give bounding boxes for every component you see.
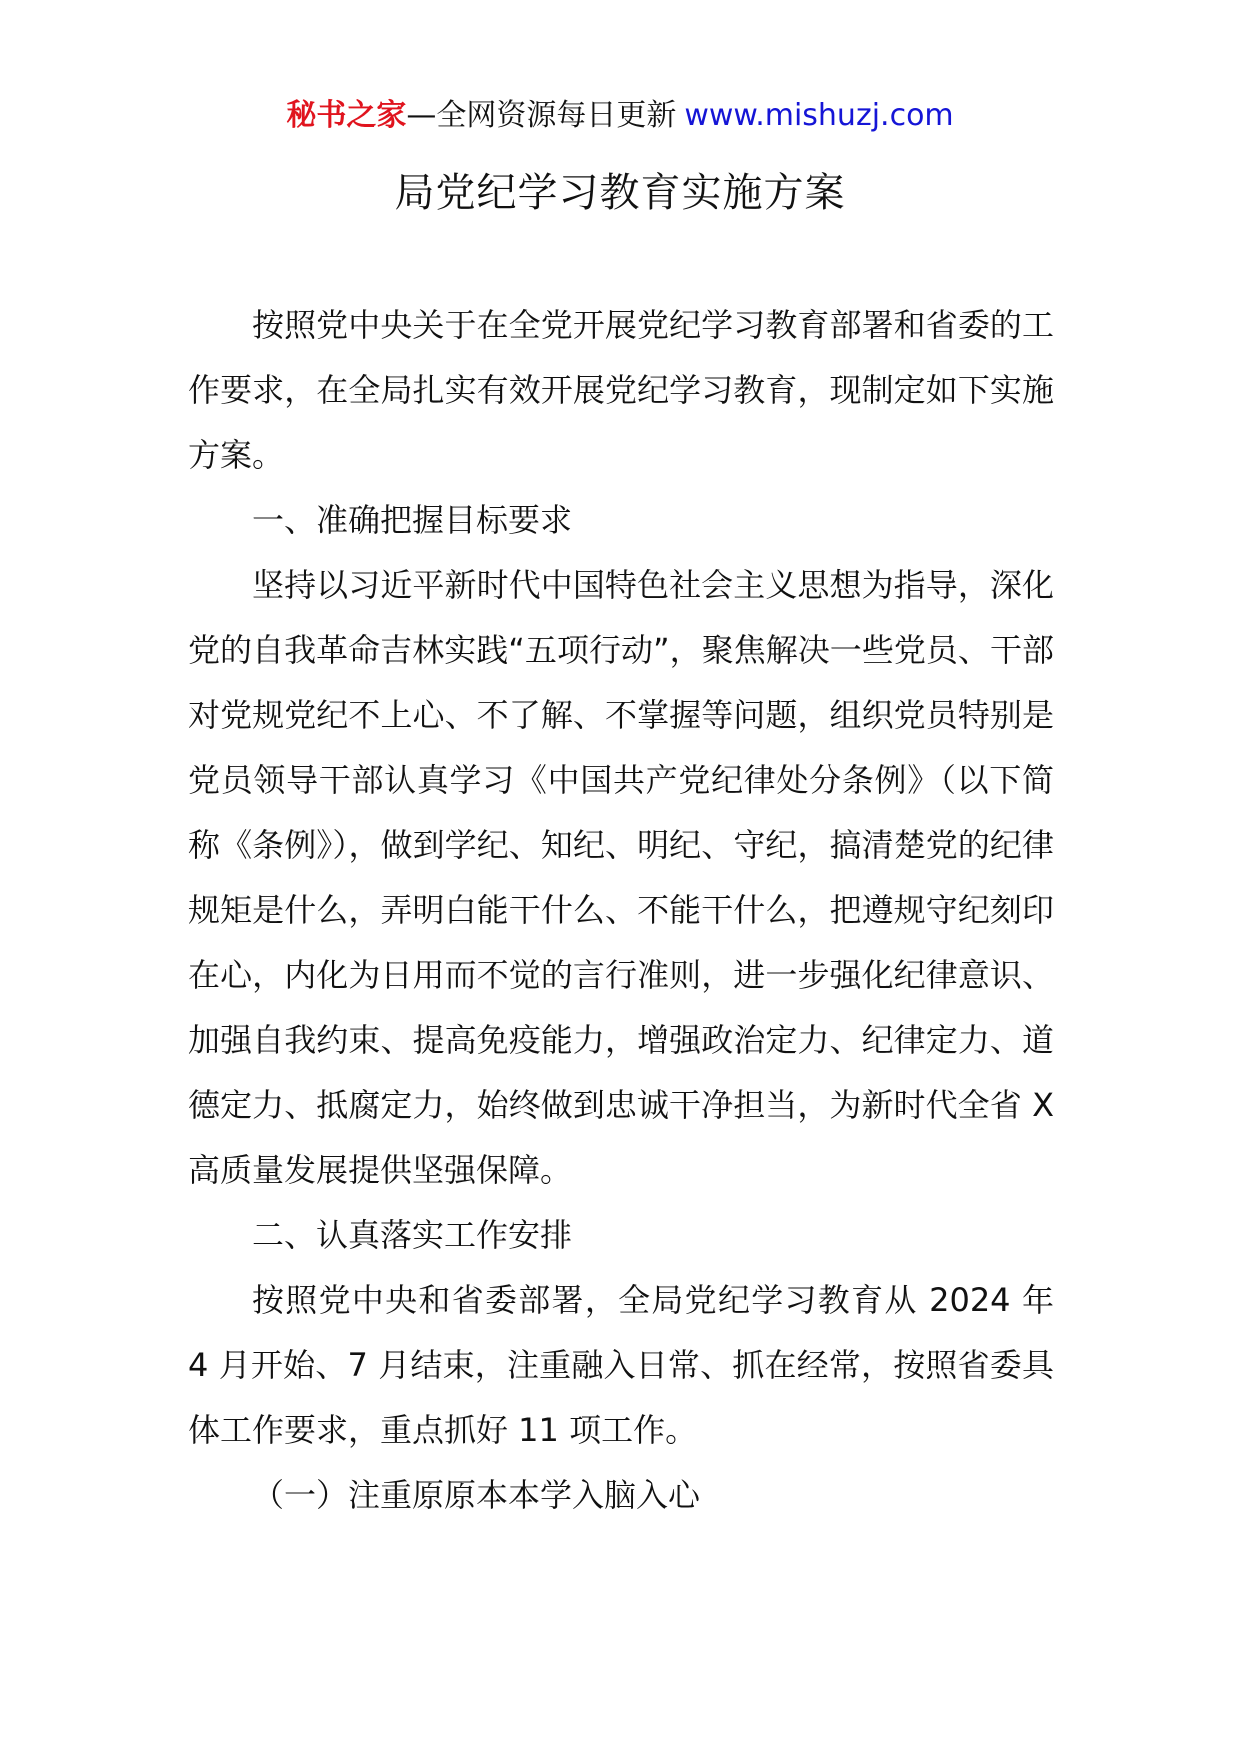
- document-body: [188, 293, 1054, 1528]
- document-title: 局党纪学习教育实施方案: [394, 170, 846, 216]
- section-heading-2: 二、认真落实工作安排: [252, 1216, 573, 1254]
- intro-paragraph: 按照党中央关于在全党开展党纪学习教育部署和省委的工作要求，在全局扎实有效开展党纪学习教育，现制定如下实施方案。: [188, 306, 1054, 474]
- site-url-link[interactable]: www.mishuzj.com: [684, 98, 954, 133]
- site-tagline: —全网资源每日更新: [406, 98, 677, 133]
- subsection-heading-1: （一）注重原原本本学入脑入心: [252, 1476, 701, 1514]
- site-brand: 秘书之家: [286, 98, 407, 133]
- site-header: [0, 96, 1240, 136]
- section-2-paragraph: 按照党中央和省委部署，全局党纪学习教育从 2024 年 4 月开始、7 月结束，注重融入日常、抓在经常，按照省委具体工作要求，重点抓好 11 项工作。: [188, 1281, 1054, 1449]
- section-1-paragraph: 坚持以习近平新时代中国特色社会主义思想为指导，深化党的自我革命吉林实践“五项行动”，聚焦解决一些党员、干部对党规党纪不上心、不了解、不掌握等问题，组织党员特别是党员领导干部认真学习《中国共产党纪律处分条例》（以下简称《条例》），做到学纪、知纪、明纪、守纪，搞清楚党的纪律规矩是什么，弄明白能干什么、不能干什么，把遵规守纪刻印在心，内化为日用而不觉的言行准则，进一步强化纪律意识、加强自我约束、提高免疫能力，增强政治定力、纪律定力、道德定力、抵腐定力，始终做到忠诚干净担当，为新时代全省 X 高质量发展提供坚强保障。: [188, 566, 1054, 1189]
- section-heading-1: 一、准确把握目标要求: [252, 501, 573, 539]
